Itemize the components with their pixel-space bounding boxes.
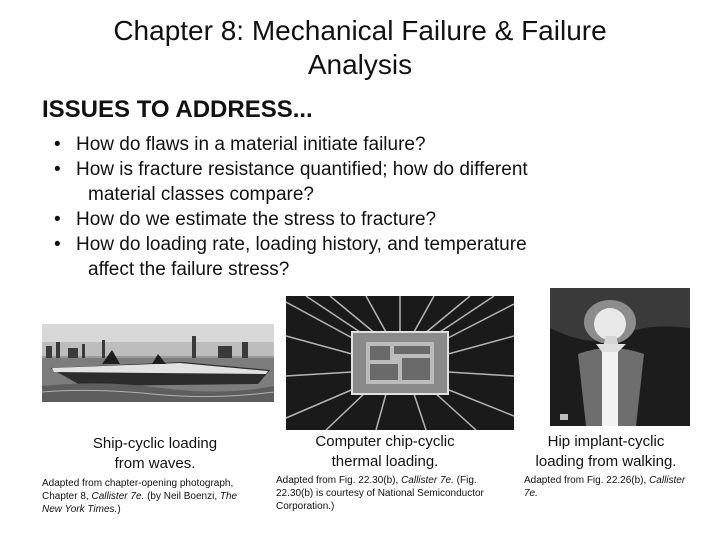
ship-photo	[42, 324, 274, 402]
chip-photo	[286, 296, 514, 430]
ship-credit	[42, 477, 257, 516]
hip-implant-xray	[550, 288, 690, 426]
slide-title	[40, 14, 680, 82]
bullet-text: How is fracture resistance quantified; how do different	[76, 159, 528, 180]
chip-credit-text-2: (Fig. 22.30(b) is courtesy of National Semiconductor Corporation.)	[276, 475, 484, 512]
section-heading: ISSUES TO ADDRESS...	[42, 96, 313, 123]
bullet-text: How do loading rate, loading history, and temperature	[76, 234, 527, 255]
ship-credit-text: Adapted from chapter-opening photograph, Chapter 8,	[42, 478, 234, 502]
bullet-glyph: •	[54, 159, 61, 180]
chip-caption	[290, 432, 480, 472]
ship-credit-book: Callister 7e.	[91, 491, 145, 502]
chip-caption-line-2: thermal loading.	[331, 453, 439, 470]
ship-credit-text-2: (by Neil Boenzi,	[144, 491, 220, 502]
bullet-item	[54, 207, 694, 232]
chip-credit-text: Adapted from Fig. 22.30(b),	[276, 475, 402, 486]
hip-caption-line-1: Hip implant-cyclic	[547, 433, 665, 450]
ship-credit-text-3: )	[117, 504, 121, 515]
ship-caption-line-1: Ship-cyclic loading	[92, 435, 218, 452]
ship-credit-newspaper: The New York Times.	[42, 491, 238, 515]
bullet-text: How do we estimate the stress to fracture?	[76, 209, 437, 230]
bullet-glyph: •	[54, 134, 61, 155]
ship-caption	[60, 434, 250, 474]
bullet-item	[54, 132, 694, 157]
hip-credit-text: Adapted from Fig. 22.26(b),	[524, 475, 650, 486]
issues-list	[54, 132, 694, 282]
hip-caption-line-2: loading from walking.	[535, 453, 677, 470]
hip-caption	[516, 432, 696, 472]
chip-credit-book: Callister 7e.	[401, 475, 454, 486]
bullet-text-continued: material classes compare?	[88, 184, 314, 205]
bullet-glyph: •	[54, 234, 61, 255]
title-line-1: Chapter 8: Mechanical Failure & Failure	[113, 15, 607, 46]
chip-credit	[276, 474, 498, 513]
bullet-item	[54, 157, 694, 207]
bullet-text: How do flaws in a material initiate failure?	[76, 134, 426, 155]
title-line-2: Analysis	[307, 49, 413, 80]
ship-caption-line-2: from waves.	[114, 455, 196, 472]
bullet-text-continued: affect the failure stress?	[88, 259, 290, 280]
bullet-item	[54, 232, 694, 282]
hip-credit	[524, 474, 694, 500]
hip-credit-book: Callister 7e.	[524, 475, 686, 499]
chip-caption-line-1: Computer chip-cyclic	[315, 433, 455, 450]
bullet-glyph: •	[54, 209, 61, 230]
